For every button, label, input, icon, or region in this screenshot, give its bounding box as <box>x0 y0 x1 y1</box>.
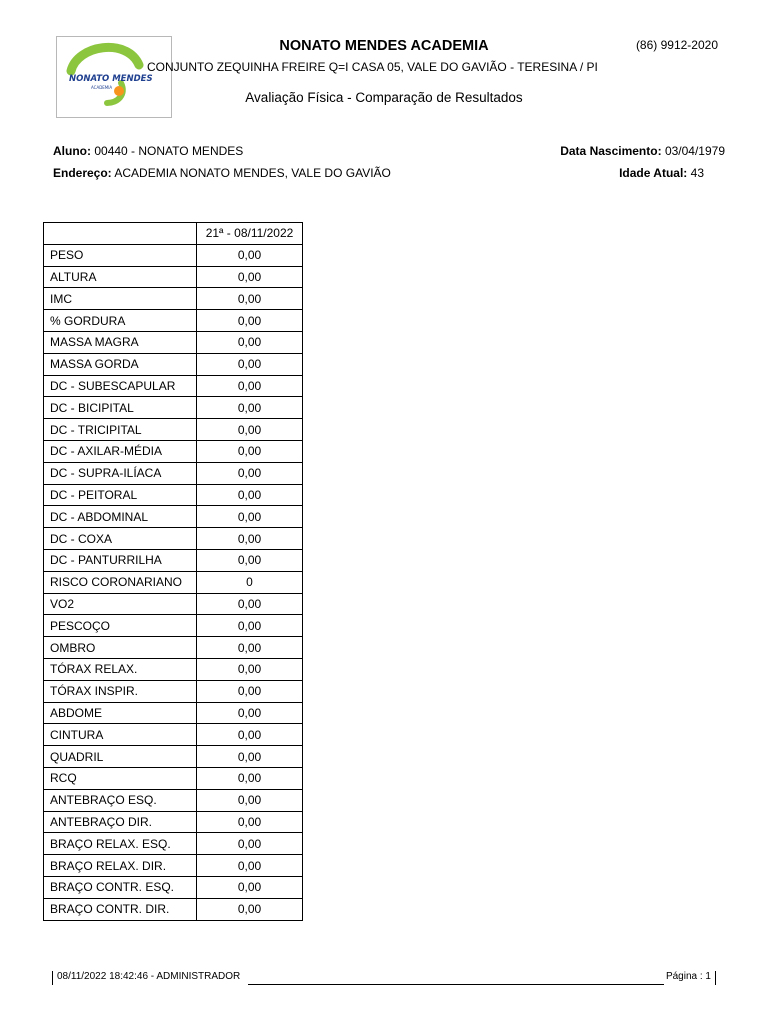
footer-timestamp: 08/11/2022 18:42:46 - ADMINISTRADOR <box>57 971 241 982</box>
measure-label: TÓRAX RELAX. <box>44 658 197 680</box>
table-row <box>44 462 303 484</box>
measure-label: BRAÇO CONTR. DIR. <box>44 898 197 920</box>
table-row <box>44 680 303 702</box>
table-header-label <box>44 223 197 245</box>
measure-value: 0,00 <box>197 331 303 353</box>
measure-label: BRAÇO RELAX. ESQ. <box>44 833 197 855</box>
table-row <box>44 353 303 375</box>
aluno-label: Aluno: <box>53 144 91 158</box>
measure-value: 0,00 <box>197 353 303 375</box>
measure-value: 0 <box>197 571 303 593</box>
table-row <box>44 702 303 724</box>
measure-value: 0,00 <box>197 637 303 659</box>
measure-value: 0,00 <box>197 615 303 637</box>
measure-label: BRAÇO RELAX. DIR. <box>44 855 197 877</box>
measure-value: 0,00 <box>197 724 303 746</box>
nascimento-value: 03/04/1979 <box>664 144 725 158</box>
measure-label: PESCOÇO <box>44 615 197 637</box>
table-row <box>44 615 303 637</box>
measure-value: 0,00 <box>197 462 303 484</box>
measure-label: ABDOME <box>44 702 197 724</box>
table-row <box>44 244 303 266</box>
measure-value: 0,00 <box>197 593 303 615</box>
page-footer <box>52 970 716 986</box>
table-row <box>44 528 303 550</box>
measure-value: 0,00 <box>197 266 303 288</box>
measure-label: IMC <box>44 288 197 310</box>
measure-value: 0,00 <box>197 658 303 680</box>
measure-value: 0,00 <box>197 528 303 550</box>
table-row <box>44 767 303 789</box>
results-table <box>43 222 303 921</box>
table-row <box>44 266 303 288</box>
birthdate-line <box>560 144 725 158</box>
measure-value: 0,00 <box>197 440 303 462</box>
measure-label: DC - TRICIPITAL <box>44 419 197 441</box>
table-row <box>44 746 303 768</box>
table-row <box>44 375 303 397</box>
report-title: Avaliação Física - Comparação de Resultados <box>245 90 523 105</box>
measure-label: DC - ABDOMINAL <box>44 506 197 528</box>
measure-label: MASSA MAGRA <box>44 331 197 353</box>
measure-value: 0,00 <box>197 244 303 266</box>
measure-label: DC - SUPRA-ILÍACA <box>44 462 197 484</box>
measure-label: BRAÇO CONTR. ESQ. <box>44 876 197 898</box>
age-line <box>619 166 704 180</box>
measure-label: DC - PEITORAL <box>44 484 197 506</box>
table-row <box>44 310 303 332</box>
table-row <box>44 855 303 877</box>
logo-text: NONATO MENDES <box>69 74 153 84</box>
measure-value: 0,00 <box>197 397 303 419</box>
measure-label: QUADRIL <box>44 746 197 768</box>
table-row <box>44 440 303 462</box>
measure-value: 0,00 <box>197 419 303 441</box>
measure-label: DC - PANTURRILHA <box>44 549 197 571</box>
measure-label: DC - SUBESCAPULAR <box>44 375 197 397</box>
measure-label: ANTEBRAÇO DIR. <box>44 811 197 833</box>
measure-value: 0,00 <box>197 375 303 397</box>
measure-label: RISCO CORONARIANO <box>44 571 197 593</box>
measure-value: 0,00 <box>197 310 303 332</box>
measure-value: 0,00 <box>197 811 303 833</box>
measure-value: 0,00 <box>197 746 303 768</box>
table-row <box>44 811 303 833</box>
table-row <box>44 484 303 506</box>
measure-value: 0,00 <box>197 876 303 898</box>
measure-label: DC - BICIPITAL <box>44 397 197 419</box>
nascimento-label: Data Nascimento: <box>560 144 662 158</box>
measure-value: 0,00 <box>197 855 303 877</box>
idade-label: Idade Atual: <box>619 166 688 180</box>
table-row <box>44 789 303 811</box>
idade-value: 43 <box>690 166 704 180</box>
table-row <box>44 331 303 353</box>
footer-page-number: Página : 1 <box>665 971 711 982</box>
measure-label: TÓRAX INSPIR. <box>44 680 197 702</box>
results-body <box>44 244 303 920</box>
table-header-date: 21ª - 08/11/2022 <box>197 223 303 245</box>
measure-value: 0,00 <box>197 767 303 789</box>
table-row <box>44 571 303 593</box>
measure-value: 0,00 <box>197 680 303 702</box>
aluno-value: 00440 - NONATO MENDES <box>94 144 244 158</box>
measure-label: DC - COXA <box>44 528 197 550</box>
table-row <box>44 549 303 571</box>
address-line <box>53 166 391 180</box>
student-line <box>53 144 243 158</box>
table-row <box>44 593 303 615</box>
endereco-value: ACADEMIA NONATO MENDES, VALE DO GAVIÃO <box>114 166 391 180</box>
table-row <box>44 288 303 310</box>
academy-address: CONJUNTO ZEQUINHA FREIRE Q=I CASA 05, VALE DO GAVIÃO - TERESINA / PI <box>147 60 598 74</box>
measure-value: 0,00 <box>197 549 303 571</box>
measure-label: VO2 <box>44 593 197 615</box>
measure-label: ALTURA <box>44 266 197 288</box>
measure-label: CINTURA <box>44 724 197 746</box>
measure-value: 0,00 <box>197 506 303 528</box>
table-row <box>44 419 303 441</box>
table-row <box>44 506 303 528</box>
measure-value: 0,00 <box>197 288 303 310</box>
measure-value: 0,00 <box>197 789 303 811</box>
table-row <box>44 397 303 419</box>
measure-label: % GORDURA <box>44 310 197 332</box>
measure-value: 0,00 <box>197 898 303 920</box>
table-row <box>44 637 303 659</box>
measure-label: MASSA GORDA <box>44 353 197 375</box>
endereco-label: Endereço: <box>53 166 112 180</box>
measure-label: PESO <box>44 244 197 266</box>
measure-label: OMBRO <box>44 637 197 659</box>
table-row <box>44 658 303 680</box>
table-row <box>44 898 303 920</box>
logo-subtext: ACADEMIA <box>91 85 113 90</box>
measure-label: ANTEBRAÇO ESQ. <box>44 789 197 811</box>
table-header-row <box>44 223 303 245</box>
measure-value: 0,00 <box>197 484 303 506</box>
measure-label: DC - AXILAR-MÉDIA <box>44 440 197 462</box>
measure-value: 0,00 <box>197 833 303 855</box>
measure-label: RCQ <box>44 767 197 789</box>
academy-name: NONATO MENDES ACADEMIA <box>279 38 489 54</box>
table-row <box>44 876 303 898</box>
academy-phone: (86) 9912-2020 <box>635 38 718 52</box>
measure-value: 0,00 <box>197 702 303 724</box>
table-row <box>44 724 303 746</box>
table-row <box>44 833 303 855</box>
